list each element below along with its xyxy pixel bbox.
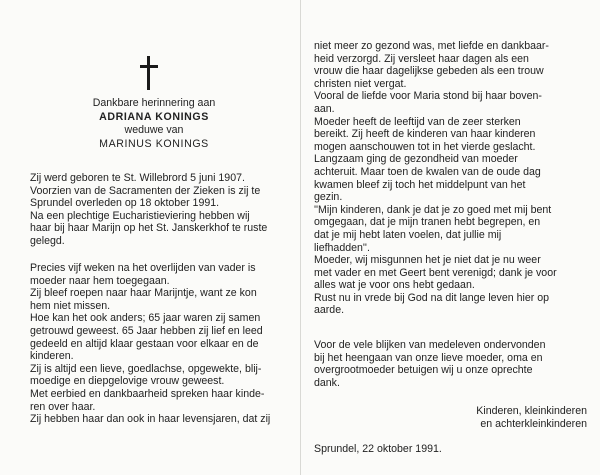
text-line: Langzaam ging de gezondheid van moeder [314, 153, 518, 166]
text-line: met vader en met Geert bent verenigd; dank je voor [314, 266, 557, 279]
text-line: gezin. [314, 191, 343, 204]
text-line: mogen aanschouwen tot in het vierde geslacht. [314, 140, 536, 153]
text-line: Voor de vele blijken van medeleven ondervonden [314, 339, 546, 351]
text-line: Precies vijf weken na het overlijden van vader is [30, 262, 256, 274]
text-line: bereikt. Zij heeft de kinderen van haar kinderen [314, 128, 536, 141]
text-line: heid verzorgd. Zij versleet haar dagen als een [314, 52, 529, 65]
text-line: Met eerbied en dankbaarheid spreken haar kinde- [30, 387, 265, 400]
text-line: alles wat je voor ons hebt gedaan. [314, 279, 475, 292]
text-line: Sprundel overleden op 18 oktober 1991. [30, 197, 220, 210]
text-line: achteruit. Maar toen de kwalen van de oude dag [314, 165, 541, 178]
text-line: Zij hebben haar dan ook in haar levensjaren, dat zij [30, 413, 271, 426]
header-block [30, 97, 278, 150]
fold-line [300, 0, 301, 475]
signature-block [430, 405, 587, 430]
text-line: Rust nu in vrede bij God na dit lange leven hier op [314, 291, 549, 304]
signature-line: Kinderen, kleinkinderen [476, 405, 587, 417]
text-line: gedeeld en altijd klaar gestaan voor elkaar en de [30, 337, 259, 350]
intro-text: Dankbare herinnering aan [92, 97, 216, 109]
text-line: aarde. [314, 304, 345, 317]
text-line: gelegd. [30, 234, 65, 247]
right-paragraph-2 [314, 339, 586, 389]
text-line: niet meer zo gezond was, met liefde en dankbaar- [314, 40, 549, 52]
text-line: omgegaan, dat je mijn tranen hebt begrepen, en [314, 216, 541, 229]
text-line: kinderen. [30, 350, 74, 363]
text-line: vrouw die haar dagelijkse gebeden als een trouw [314, 65, 544, 78]
text-line: Moeder, wij misgunnen het je niet dat je nu weer [314, 254, 541, 267]
text-line: Vooral de liefde voor Maria stond bij haar boven- [314, 90, 542, 103]
text-line: christen niet vergat. [314, 77, 407, 90]
right-paragraph-1 [314, 40, 586, 317]
text-line: Voorzien van de Sacramenten der Zieken is zij te [30, 184, 261, 197]
text-line: Hoe kan het ook anders; 65 jaar waren zij samen [30, 312, 261, 325]
text-line: dat je mij hebt laten voelen, dat jullie mij [314, 228, 502, 241]
left-paragraph-2 [30, 262, 287, 426]
text-line: Zij bleef roepen naar haar Marijntje, want ze kon [30, 287, 257, 300]
cross-icon [140, 56, 158, 90]
text-line: Zij werd geboren te St. Willebrord 5 juni 1907. [30, 172, 245, 184]
text-line: aan. [314, 102, 335, 115]
text-line: Zij is altijd een lieve, goedlachse, opgewekte, blij- [30, 362, 262, 375]
text-line: bij het heengaan van onze lieve moeder, oma en [314, 351, 543, 364]
deceased-name: ADRIANA KONINGS [99, 110, 209, 123]
text-line: ''Mijn kinderen, dank je dat je zo goed met mij bent [314, 203, 552, 216]
text-line: liefhadden''. [314, 241, 370, 254]
text-line: dank. [314, 376, 340, 389]
place-date-text: Sprundel, 22 oktober 1991. [314, 443, 442, 455]
text-line: hem niet missen. [30, 299, 111, 312]
text-line: Moeder heeft de leeftijd van de zeer sterken [314, 115, 521, 128]
left-paragraph-1 [30, 172, 287, 248]
text-line: moedige en diepgelovige vrouw geweest. [30, 375, 225, 388]
relation-text: weduwe van [124, 124, 184, 137]
place-date [314, 443, 586, 456]
text-line: ren over haar. [30, 400, 96, 413]
spouse-name: MARINUS KONINGS [99, 137, 209, 150]
text-line: getrouwd geweest. 65 Jaar hebben zij lief en leed [30, 324, 263, 337]
text-line: kwamen bleef zij toch het middelpunt van het [314, 178, 526, 191]
text-line: Na een plechtige Eucharistieviering hebben wij [30, 209, 250, 222]
signature-line: en achterkleinkinderen [480, 417, 587, 430]
text-line: haar bij haar Marijn op het St. Janskerkhof te ruste [30, 222, 268, 235]
text-line: overgrootmoeder betuigen wij u onze oprechte [314, 364, 533, 377]
text-line: moeder naar hem toegegaan. [30, 274, 170, 287]
